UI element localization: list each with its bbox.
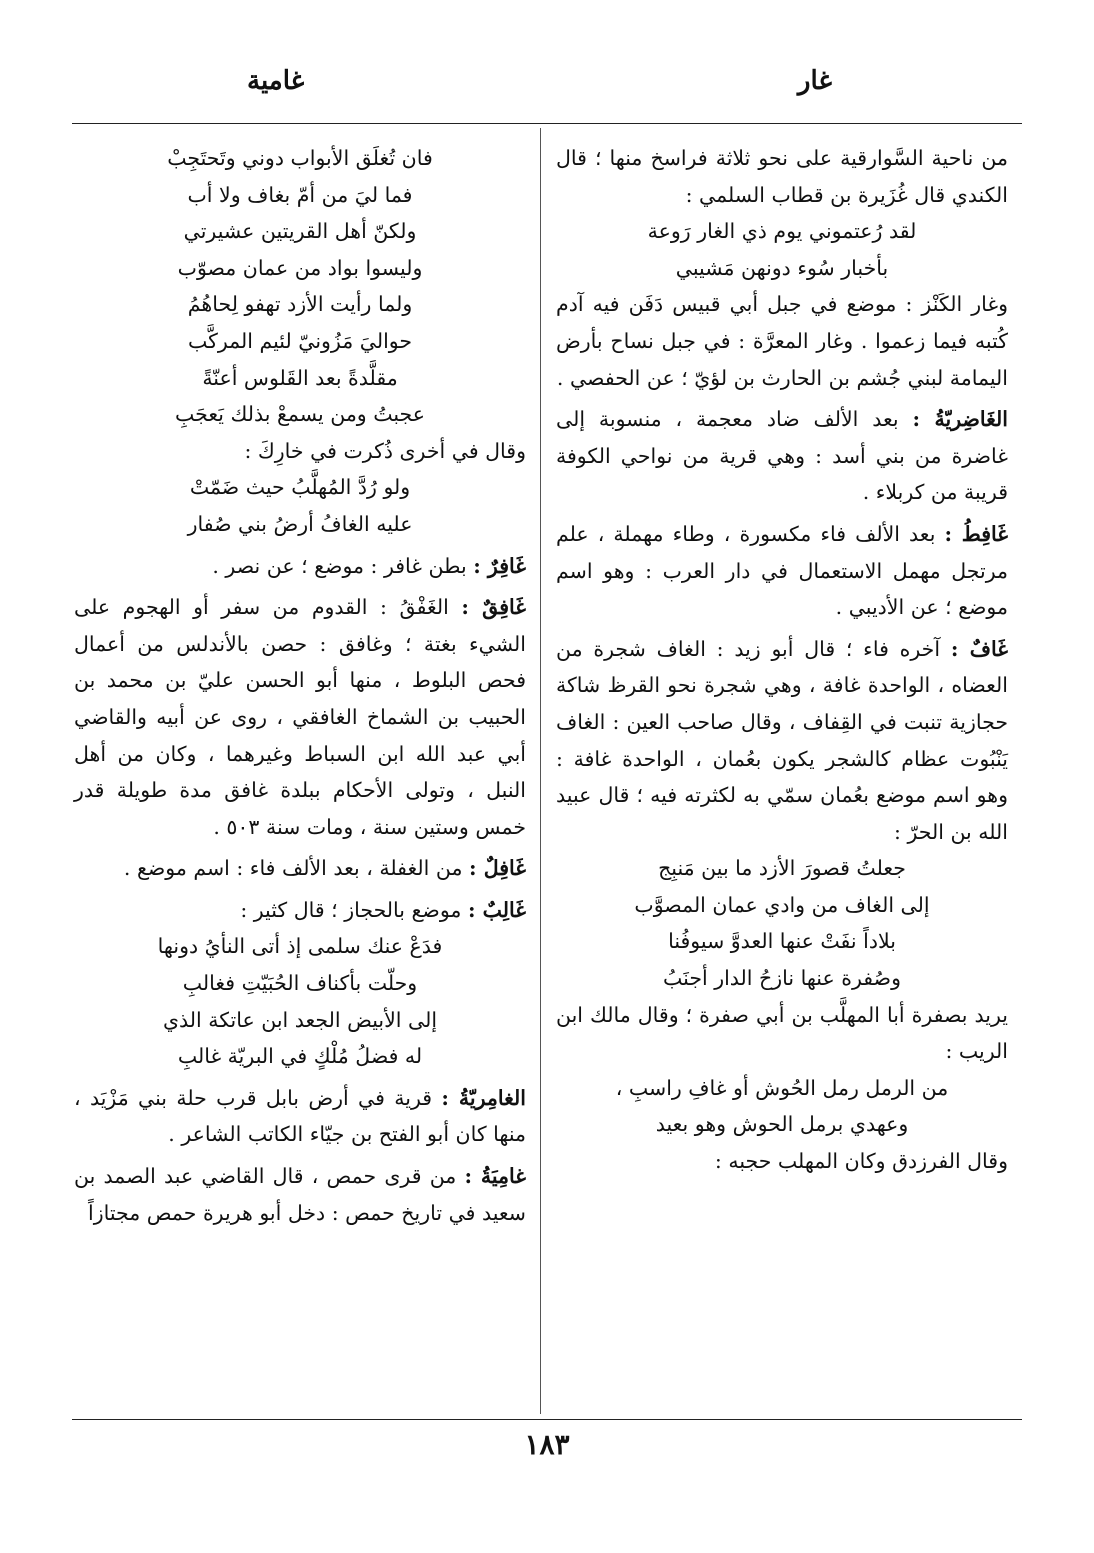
dictionary-entry [556, 516, 1008, 626]
entry-text: من الغفلة ، بعد الألف فاء : اسم موضع . [123, 856, 463, 881]
verse-line: وصُفرة عنها نازحُ الدار أجنَبُ [663, 966, 901, 991]
footer-rule [72, 1419, 1022, 1420]
entry-headword: غامِيَةُ : [464, 1164, 526, 1189]
dictionary-entry [74, 1080, 526, 1153]
verse-line: ولما رأيت الأزد تهفو لِحاهُمُ [187, 292, 413, 317]
header-rule [72, 123, 1022, 124]
verse-line: فما ليَ من أمّ بغاف ولا أب [187, 182, 413, 207]
entry-text: بطن غافر : موضع ؛ عن نصر . [212, 553, 467, 578]
verse-line: مقلَّدةً بعد القَلوس أعنّةً [202, 365, 398, 390]
verse-line: جعلتُ قصورَ الأزد ما بين مَنبِج [658, 856, 906, 881]
entry-text: قرية في أرض بابل قرب حلة بني مَزْيَد ، منها كان أبو الفتح بن جيّاء الكاتب الشاعر . [74, 1085, 526, 1147]
paragraph: وقال الفرزدق وكان المهلب حجبه : [714, 1149, 1008, 1174]
verse-line: بأخبار سُوء دونهن مَشيبي [675, 255, 889, 280]
paragraph: وغار الكَنْز : موضع في جبل أبي قبيس دَفَن فيه آدم كُتبه فيما زعموا . وغار المعرَّة : في جبل نساح بأرض اليمامة لبني جُشم بن الحارث بن لؤيّ ؛ عن الحفصي . [556, 292, 1008, 390]
entry-text: موضع بالحجاز ؛ قال كثير : [240, 897, 462, 922]
dictionary-entry [74, 1158, 526, 1231]
entry-headword: غَافِقٌ : [461, 595, 526, 620]
entry-headword: غَافِرٌ : [473, 553, 526, 578]
verse-line: ولكنّ أهل القريتين عشيرتي [183, 219, 417, 244]
dictionary-entry [74, 850, 526, 887]
entry-text: من قرى حمص ، قال القاضي عبد الصمد بن سعيد في تاريخ حمص : دخل أبو هريرة حمص مجتازاً [74, 1164, 526, 1225]
verse-line: ولو رُدَّ المُهلَّبُ حيث ضَمّتْ [189, 475, 411, 500]
entry-headword: غَالِبٌ : [467, 897, 526, 922]
entry-text: آخره فاء ؛ قال أبو زيد : الغاف شجرة من العضاه ، الواحدة غافة ، وهي شجرة نحو القرظ شاكة حجازية تنبت في القِفاف ، وقال صاحب العين : الغاف يَنْبُوت عظام كالشجر يكون بعُمان ، الواحدة غافة : وهو اسم موضع بعُمان سمّي به لكثرته فيه ؛ قال عبيد الله بن الحرّ : [556, 636, 1008, 844]
verse-line: حواليَ مَزُونيّ لئيم المركَّب [187, 328, 413, 353]
running-header-right: غار [797, 66, 832, 96]
verse-line: وليسوا بواد من عمان مصوّب [177, 255, 423, 280]
verse-line: عجبتُ ومن يسمعْ بذلك يَعجَبِ [174, 402, 426, 427]
verse-line: وعهدي برمل الحوش وهو بعيد [655, 1112, 909, 1137]
paragraph: يريد بصفرة أبا المهلَّب بن أبي صفرة ؛ وقال مالك ابن الريب : [556, 1002, 1008, 1064]
verse-line: فدَعْ عنك سلمى إذ أتى النأيُ دونها [157, 934, 443, 959]
entry-headword: الغامِريّةُ : [441, 1085, 526, 1110]
running-header-left: غامية [247, 66, 305, 96]
dictionary-entry [74, 548, 526, 585]
verse-line: فان تُغلَق الأبواب دوني وتَحتَجِبْ [167, 146, 433, 170]
left-column [74, 140, 526, 1231]
verse-line: إلى الأبيض الجعد ابن عاتكة الذي [162, 1007, 438, 1032]
dictionary-entry [556, 631, 1008, 851]
entry-headword: الغَاضِريّةُ : [912, 407, 1008, 432]
entry-headword: غَافِلٌ : [469, 856, 526, 881]
verse-line: له فضلُ مُلْكٍ في البريّة غالبِ [177, 1044, 423, 1069]
verse-line: إلى الغاف من وادي عمان المصوَّب [634, 892, 930, 917]
verse-line: لقد رُعتموني يوم ذي الغار رَوعة [647, 219, 917, 244]
dictionary-entry [74, 589, 526, 845]
entry-text: الغَفْقُ : القدوم من سفر أو الهجوم على الشيء بغتة ؛ وغافق : حصن بالأندلس من أعمال فحص البلوط ، منها أبو الحسن عليّ بن محمد بن الحبيب بن الشماخ الغافقي ، روى عن أبيه والقاضي أبي عبد الله ابن السباط وغيرهما ، وكان من أهل النبل ، وتولى الأحكام ببلدة غافق مدة طويلة قدر خمس وستين سنة ، ومات سنة ٥٠٣ . [74, 595, 526, 839]
verse-line: بلاداً نفَتْ عنها العدوَّ سيوفُنا [668, 929, 896, 954]
page-number: ١٨٣ [524, 1428, 570, 1461]
paragraph: من ناحية السَّوارقية على نحو ثلاثة فراسخ منها ؛ قال الكندي قال غُزَيرة بن قطاب السلمي : [556, 146, 1008, 207]
column-divider [540, 128, 541, 1414]
entry-headword: غَافِطُ : [944, 521, 1008, 546]
dictionary-entry [74, 892, 526, 929]
entry-headword: غَافٌ : [950, 636, 1008, 661]
right-column [556, 140, 1008, 1180]
paragraph: وقال في أخرى ذُكرت في خارِكَ : [244, 438, 526, 463]
verse-line: من الرمل رمل الحُوش أو غافِ راسبِ ، [615, 1075, 949, 1100]
entry-text: بعد الألف فاء مكسورة ، وطاء مهملة ، علم مرتجل مهمل الاستعمال في دار العرب : وهو اسم موضع ؛ عن الأديبي . [556, 521, 1008, 620]
entry-text: بعد الألف ضاد معجمة ، منسوبة إلى غاضرة من بني أسد : وهي قرية من نواحي الكوفة قريبة من كربلاء . [556, 407, 1008, 505]
verse-line: عليه الغافُ أرضُ بني صُفار [187, 511, 413, 536]
verse-line: وحلّت بأكناف الحُبَيّتِ فغالبِ [182, 971, 418, 996]
dictionary-entry [556, 401, 1008, 511]
